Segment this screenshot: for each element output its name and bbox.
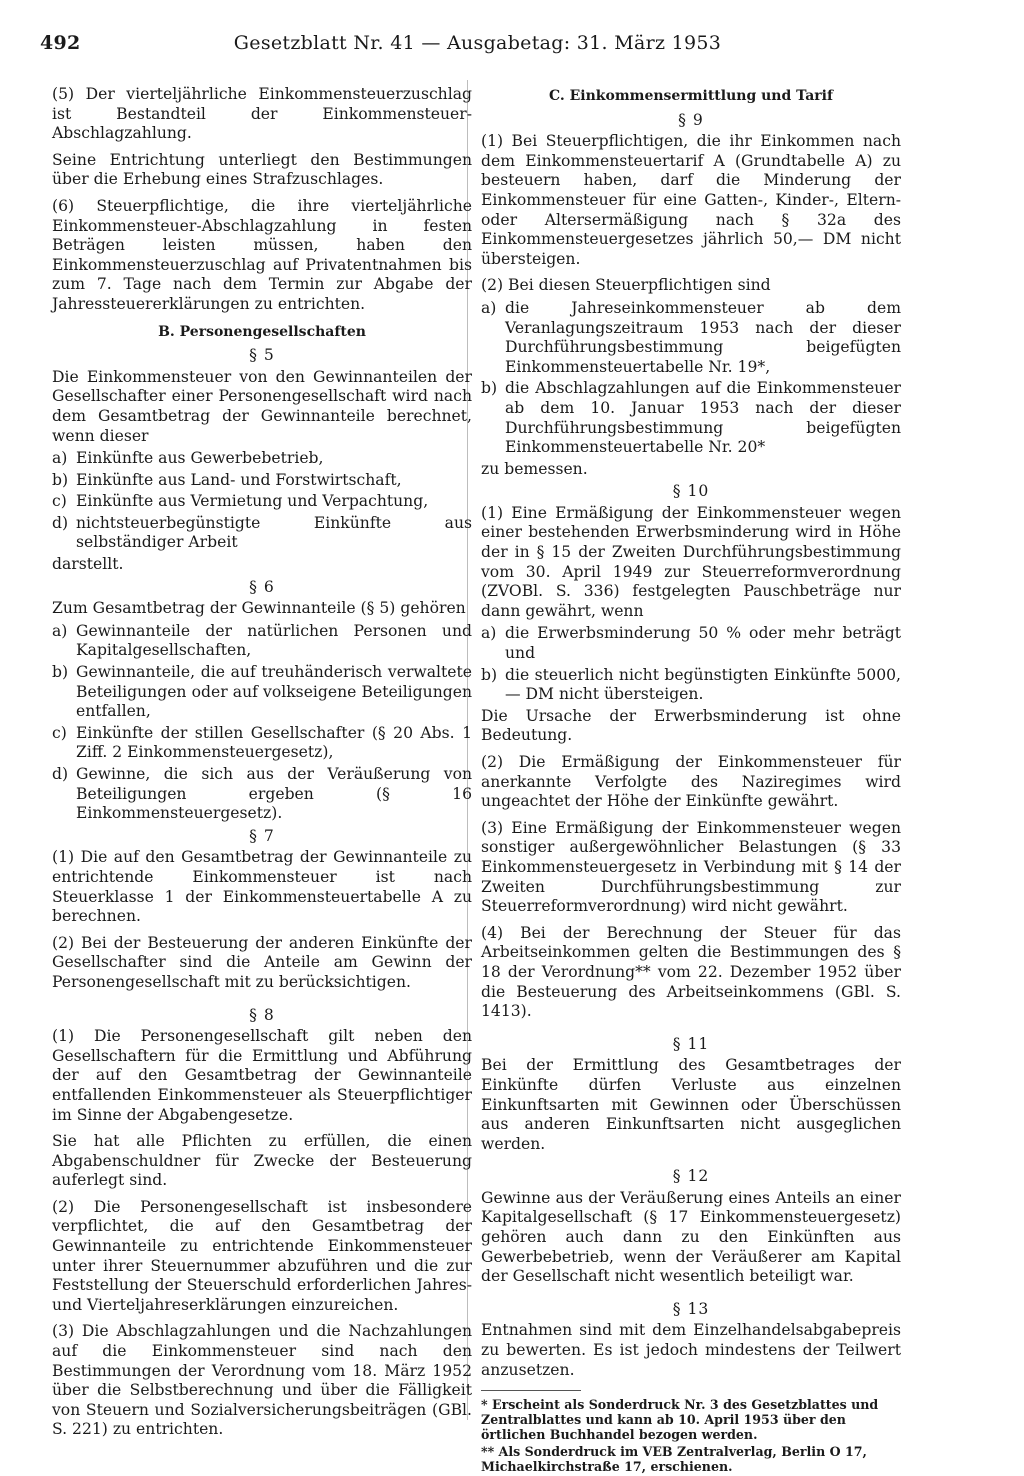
section-8-paragraph-1: (1) Die Personengesellschaft gilt neben den Gesellschaftern für die Ermittlung und Abführung der auf den Gesamtbetrag der Gewinnanteile entfallenden Einkommensteuer als Steuerpflichtiger im Sinne der Abgabengesetze. [52,1027,472,1124]
heading-personengesellschaften: B. Personengesellschaften [158,323,366,340]
list-item: a) die Erwerbsminderung 50 % oder mehr beträgt und [481,624,901,663]
section-13-paragraph: Entnahmen sind mit dem Einzelhandelsabgabepreis zu bewerten. Es ist jedoch mindestens der Teilwert anzusetzen. [481,1321,901,1379]
section-10-paragraph-1-end: Die Ursache der Erwerbsminderung ist ohne Bedeutung. [481,706,901,745]
section-10-list [481,624,901,704]
list-item: a) Gewinnanteile der natürlichen Personen und Kapitalgesellschaften, [52,621,472,660]
page-number: 492 [40,32,81,54]
list-item: b) Einkünfte aus Land- und Forstwirtschaft, [52,470,402,489]
section-11-paragraph: Bei der Ermittlung des Gesamtbetrages der Einkünfte dürfen Verluste aus einzelnen Einkunftsarten mit Gewinnen oder Überschüssen aus anderen Einkunftsarten nicht ausgeglichen werden. [481,1056,901,1153]
header-title: Gesetzblatt Nr. 41 — Ausgabetag: 31. März 1953 [233,32,722,54]
section-12-paragraph: Gewinne aus der Veräußerung eines Anteils an einer Kapitalgesellschaft (§ 17 Einkommensteuergesetz) gehören auch dann zu den Einkünften aus Gewerbebetrieb, wenn der Veräußerer am Kapital der Gesellschaft nicht wesentlich beteiligt war. [481,1188,901,1286]
section-9-paragraph-1: (1) Bei Steuerpflichtigen, die ihr Einkommen nach dem Einkommensteuertarif A (Grundtabelle A) zu besteuern haben, darf die Minderung der Einkommensteuer für eine Gatten-, Kinder-, Eltern- oder Altersermäßigung nach § 32a des Einkommensteuergesetzes jährlich 50,— DM nicht übersteigen. [481,132,901,268]
list-item: b) Gewinnanteile, die auf treuhänderisch verwaltete Beteiligungen oder auf volkseigene Beteiligungen entfallen, [52,663,472,721]
section-9-list [481,299,901,458]
section-5-intro: Die Einkommensteuer von den Gewinnanteilen der Gesellschafter einer Personengesellschaft wird nach dem Gesamtbetrag der Gewinnanteile berechnet, wenn dieser [52,367,472,445]
section-6-intro: Zum Gesamtbetrag der Gewinnanteile (§ 5) gehören [52,599,466,618]
list-item: b) die Abschlagzahlungen auf die Einkommensteuer ab dem 10. Januar 1953 nach der dieser Durchführungsbestimmung beigefügten Einkommensteuertabelle Nr. 20* [481,379,901,457]
section-7-paragraph-2: (2) Bei der Besteuerung der anderen Einkünfte der Gesellschafter sind die Anteile am Gewinn der Personengesellschaft mit zu berücksichtigen. [52,933,472,991]
section-title-12: § 12 [672,1167,710,1186]
left-column [52,85,472,1447]
section-title-8: § 8 [249,1005,275,1024]
section-title-6: § 6 [249,577,275,596]
section-10-paragraph-4: (4) Bei der Berechnung der Steuer für das Arbeitseinkommen gelten die Bestimmungen des § 18 der Verordnung** vom 22. Dezember 1952 über die Besteuerung des Arbeitseinkommens (GBl. S. 1413). [481,923,901,1021]
list-item: b) die steuerlich nicht begünstigten Einkünfte 5000,— DM nicht übersteigen. [481,665,901,704]
paragraph-5b: Seine Entrichtung unterliegt den Bestimmungen über die Erhebung eines Strafzuschlages. [52,150,472,189]
section-5-end: darstellt. [52,555,124,574]
section-title-9: § 9 [678,110,704,129]
section-6-list [52,622,472,824]
footnote-2: ** Als Sonderdruck im VEB Zentralverlag, Berlin O 17, Michaelkirchstraße 17, erschienen. [481,1444,867,1475]
section-title-13: § 13 [672,1299,710,1318]
list-item: c) Einkünfte der stillen Gesellschafter (§ 20 Abs. 1 Ziff. 2 Einkommensteuergesetz), [52,723,472,762]
section-title-5: § 5 [249,346,275,365]
paragraph-5a: (5) Der vierteljährliche Einkommensteuerzuschlag ist Bestandteil der Einkommensteuer-Abschlagzahlung. [52,85,472,143]
heading-einkommensermittlung: C. Einkommensermittlung und Tarif [548,88,834,104]
section-8-paragraph-2: (2) Die Personengesellschaft ist insbesondere verpflichtet, die auf den Gesamtbetrag der Gewinnanteile zu entrichtende Einkommensteuer unter ihrer Steuernummer abzuführen und die zur Feststellung der Steuerschuld erforderlichen Jahres- und Vierteljahreserklärungen einzureichen. [52,1197,472,1314]
list-item: d) nichtsteuerbegünstigte Einkünfte aus selbständiger Arbeit [52,513,472,552]
section-5-list [52,449,472,553]
section-title-7: § 7 [249,826,275,845]
section-7-paragraph-1: (1) Die auf den Gesamtbetrag der Gewinnanteile zu entrichtende Einkommensteuer ist nach Steuerklasse 1 der Einkommensteuertabelle A zu berechnen. [52,848,472,926]
section-8-paragraph-3: (3) Die Abschlagzahlungen und die Nachzahlungen auf die Einkommensteuer sind nach den Bestimmungen der Verordnung vom 18. März 1952 über die Selbstberechnung und über die Fälligkeit von Steuern und Sozialversicherungsbeiträgen (GBl. S. 221) zu entrichten. [52,1322,472,1439]
section-10-paragraph-2: (2) Die Ermäßigung der Einkommensteuer für anerkannte Verfolgte des Naziregimes wird ungeachtet der Höhe der Einkünfte gewährt. [481,753,901,811]
footnote-1: * Erscheint als Sonderdruck Nr. 3 des Gesetzblattes und Zentralblattes und kann ab 10. April 1953 über den örtlichen Buchhandel bezogen werden. [481,1397,879,1443]
section-title-11: § 11 [672,1034,710,1053]
list-item: c) Einkünfte aus Vermietung und Verpachtung, [52,492,429,511]
right-column [481,85,901,1476]
section-9-end: zu bemessen. [481,459,588,478]
section-10-paragraph-1: (1) Eine Ermäßigung der Einkommensteuer wegen einer bestehenden Erwerbsminderung wird in Höhe der in § 15 der Zweiten Durchführungsbestimmung vom 30. April 1949 zur Steuerreformverordnung (ZVOBl. S. 336) festgelegten Pauschbeträge nur dann gewährt, wenn [481,503,901,620]
section-10-paragraph-3: (3) Eine Ermäßigung der Einkommensteuer wegen sonstiger außergewöhnlicher Belastungen (§ 33 Einkommensteuergesetz in Verbindung mit § 14 der Zweiten Durchführungsbestimmung zur Steuerreformverordnung) wird nicht gewährt. [481,818,901,916]
page-header [40,28,915,62]
footnote-rule [481,1390,581,1391]
section-9-paragraph-2: (2) Bei diesen Steuerpflichtigen sind [481,276,771,295]
list-item: a) Einkünfte aus Gewerbebetrieb, [52,449,324,468]
list-item: d) Gewinne, die sich aus der Veräußerung von Beteiligungen ergeben (§ 16 Einkommensteuergesetz). [52,765,472,823]
section-8-paragraph-1b: Sie hat alle Pflichten zu erfüllen, die einen Abgabenschuldner für Zwecke der Besteuerung auferlegt sind. [52,1132,472,1190]
list-item: a) die Jahreseinkommensteuer ab dem Veranlagungszeitraum 1953 nach der dieser Durchführungsbestimmung beigefügten Einkommensteuertabelle Nr. 19*, [481,298,901,376]
paragraph-6: (6) Steuerpflichtige, die ihre vierteljährliche Einkommensteuer-Abschlagzahlung in festen Beträgen leisten müssen, haben den Einkommensteuerzuschlag auf Privatentnahmen bis zum 7. Tage nach dem Termin zur Abgabe der Jahressteuererklärungen zu entrichten. [52,196,472,313]
section-title-10: § 10 [672,482,710,501]
